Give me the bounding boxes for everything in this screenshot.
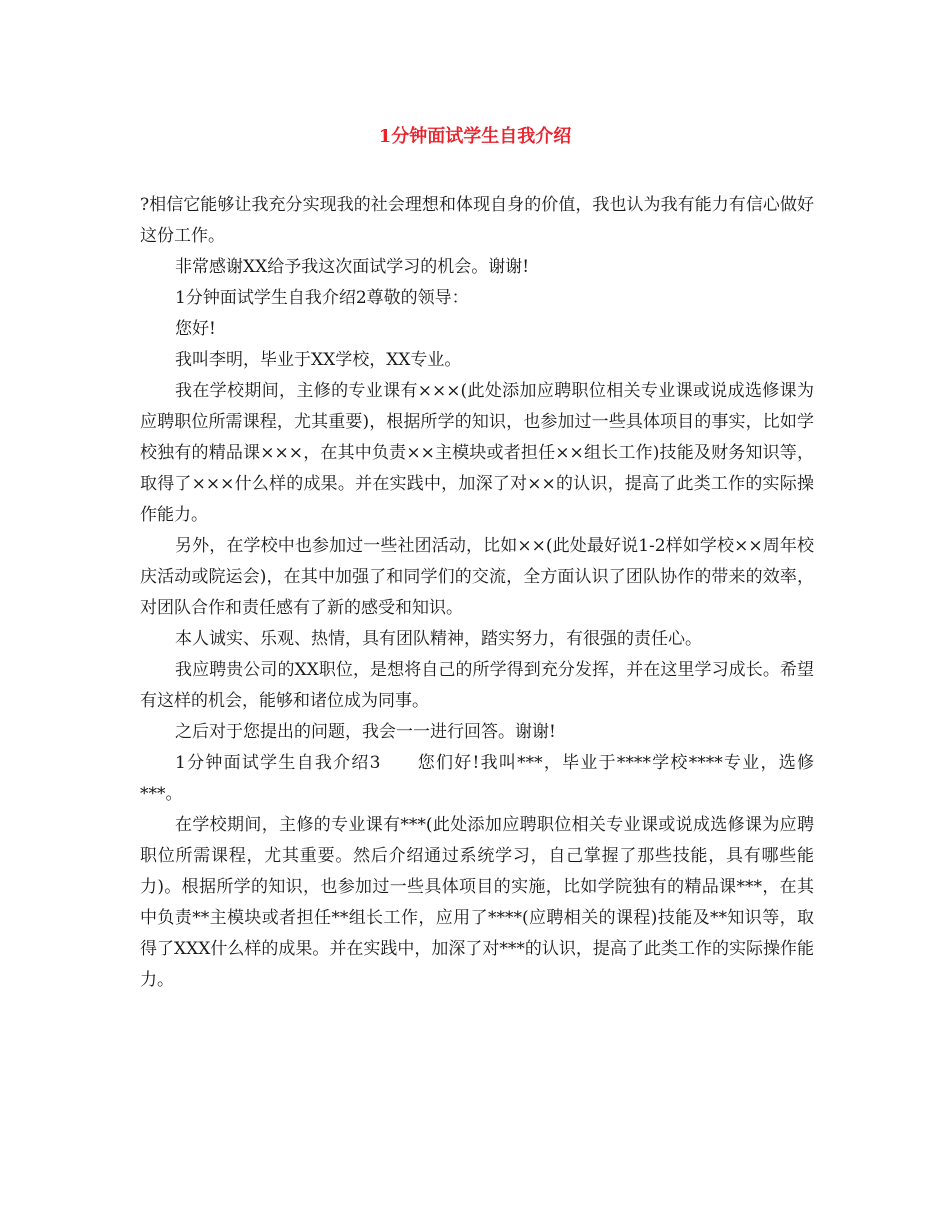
section-heading-3: 1分钟面试学生自我介绍3 <box>175 753 381 773</box>
paragraph-11 <box>140 748 814 810</box>
section-intro-3: 您们好!我叫***，毕业于****学校****专业，选修***。 <box>140 753 814 804</box>
paragraph-7: 另外，在学校中也参加过一些社团活动，比如××(此处最好说1-2样如学校××周年校庆活动或院运会)，在其中加强了和同学们的交流，全方面认识了团队协作的带来的效率，对团队合作和责任感有了新的感受和知识。 <box>140 536 814 618</box>
paragraph-12: 在学校期间，主修的专业课有***(此处添加应聘职位相关专业课或说成选修课为应聘职位所需课程，尤其重要。然后介绍通过系统学习，自己掌握了那些技能，具有哪些能力)。根据所学的知识，也参加过一些具体项目的实施，比如学院独有的精品课***，在其中负责**主模块或者担任**组长工作，应用了****(应聘相关的课程)技能及**知识等，取得了XXX什么样的成果。并在实践中，加深了对***的认识，提高了此类工作的实际操作能力。 <box>140 815 814 990</box>
paragraph-10: 之后对于您提出的问题，我会一一进行回答。谢谢! <box>175 722 556 742</box>
paragraph-8: 本人诚实、乐观、热情，具有团队精神，踏实努力，有很强的责任心。 <box>175 629 702 649</box>
paragraph-9: 我应聘贵公司的XX职位，是想将自己的所学得到充分发挥，并在这里学习成长。希望有这样的机会，能够和诸位成为同事。 <box>140 660 814 711</box>
paragraph-5: 我叫李明，毕业于XX学校，XX专业。 <box>175 350 462 370</box>
document-title: 1分钟面试学生自我介绍 <box>378 126 572 147</box>
paragraph-6: 我在学校期间，主修的专业课有×××(此处添加应聘职位相关专业课或说成选修课为应聘职位所需课程，尤其重要)，根据所学的知识，也参加过一些具体项目的事实，比如学校独有的精品课×××，在其中负责××主模块或者担任××组长工作)技能及财务知识等，取得了×××什么样的成果。并在实践中，加深了对××的认识，提高了此类工作的实际操作能力。 <box>140 381 814 525</box>
paragraph-4: 您好! <box>175 319 216 339</box>
paragraph-1: ?相信它能够让我充分实现我的社会理想和体现自身的价值，我也认为我有能力有信心做好这份工作。 <box>140 195 814 246</box>
document-body <box>140 190 814 996</box>
paragraph-3: 1分钟面试学生自我介绍2尊敬的领导： <box>175 288 469 308</box>
paragraph-2: 非常感谢XX给予我这次面试学习的机会。谢谢! <box>175 257 530 277</box>
